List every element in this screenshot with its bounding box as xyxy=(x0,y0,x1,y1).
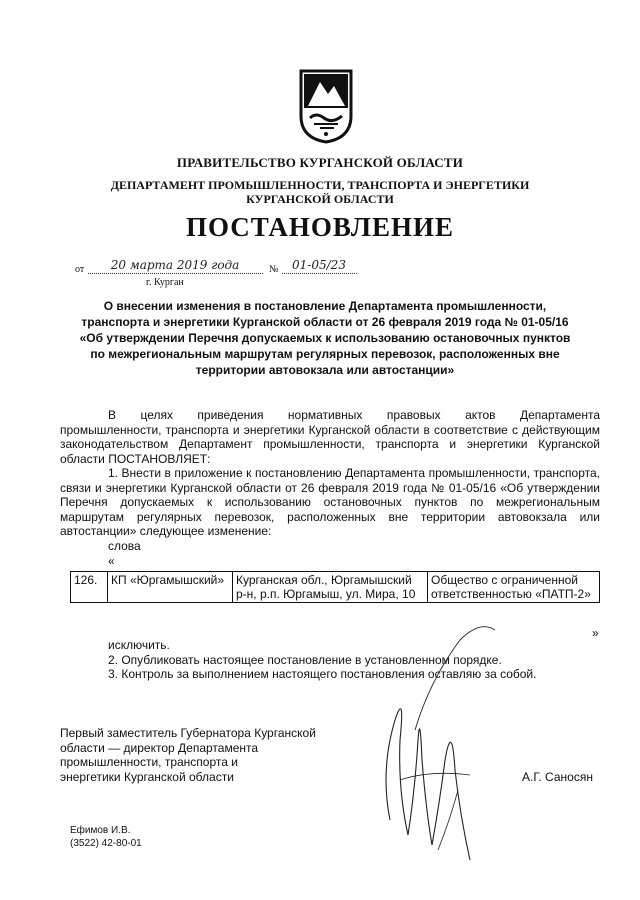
exclude-text: исключить. xyxy=(108,638,170,652)
cell-number: 126. xyxy=(71,572,108,603)
stop-point-table xyxy=(70,571,600,603)
position-line: промышленности, транспорта и xyxy=(60,755,238,769)
signatory-position xyxy=(60,726,360,784)
position-line: Первый заместитель Губернатора Курганской xyxy=(60,726,316,740)
open-quote: « xyxy=(108,554,115,568)
document-type-title: ПОСТАНОВЛЕНИЕ xyxy=(185,212,455,242)
coat-of-arms-icon xyxy=(298,68,354,144)
heading-line: территории автовокзала или автостанции» xyxy=(195,363,455,377)
heading-line: О внесении изменения в постановление Департамента промышленности, xyxy=(103,299,547,313)
preamble-first-line: В целях приведения нормативных правовых актов Департамента xyxy=(108,408,600,422)
heading-line: по межрегиональным маршрутам регулярных перевозок, расположенных вне xyxy=(90,347,560,361)
number-label: № xyxy=(269,264,279,275)
point-3-text: 3. Контроль за выполнением настоящего постановления оставляю за собой. xyxy=(108,667,537,681)
department-name-line1: ДЕПАРТАМЕНТ ПРОМЫШЛЕННОСТИ, ТРАНСПОРТА И ЭНЕРГЕТИКИ xyxy=(110,178,530,192)
executor-phone: (3522) 42-80-01 xyxy=(70,838,142,849)
point-1-paragraph: 1. Внести в приложение к постановлению Департамента промышленности, транспорта, связи и энергетики Курганской области от 26 февраля 2019 года № 01-05/16 «Об утверждении Перечня допускаемых к использованию остановочных пунктов по межрегиональным маршрутам регулярных перевозок, расположенных вне территории автовокзала или автостанции» следующее изменение: xyxy=(60,466,600,538)
heading-line: транспорта и энергетики Курганской области от 26 февраля 2019 года № 01-05/16 xyxy=(81,315,569,329)
signatory-name: А.Г. Саносян xyxy=(522,770,593,784)
department-name-line2: КУРГАНСКОЙ ОБЛАСТИ xyxy=(246,192,394,206)
date-underline xyxy=(88,273,263,274)
document-heading xyxy=(60,298,590,378)
cell-address: Курганская обл., Юргамышский р-н, р.п. Юргамыш, ул. Мира, 10 xyxy=(233,572,428,603)
preamble-rest: промышленности, транспорта и энергетики Курганской области в соответствие с действующим законодательством Департамент промышленности, транспорта и энергетики Курганской области ПОСТАНОВЛЯЕТ: xyxy=(60,422,600,466)
point-2-text: 2. Опубликовать настоящее постановление в установленном порядке. xyxy=(108,653,502,667)
number-handwritten: 01-05/23 xyxy=(292,258,346,272)
from-label: от xyxy=(75,264,85,275)
position-line: области — директор Департамента xyxy=(60,740,259,755)
table-row xyxy=(71,572,600,603)
handwritten-signature-icon xyxy=(360,620,510,880)
cell-organization: Общество с ограниченной ответственностью «ПАТП-2» xyxy=(428,572,600,603)
position-line: энергетики Курганской области xyxy=(60,769,234,784)
cell-stop-name: КП «Юргамышский» xyxy=(108,572,233,603)
city-label: г. Курган xyxy=(146,277,184,288)
date-handwritten: 20 марта 2019 года xyxy=(110,258,240,272)
government-name: ПРАВИТЕЛЬСТВО КУРГАНСКОЙ ОБЛАСТИ xyxy=(176,155,464,170)
preamble-paragraph xyxy=(60,408,600,466)
heading-line: «Об утверждении Перечня допускаемых к использованию остановочных пунктов xyxy=(79,331,571,345)
close-quote: » xyxy=(592,626,599,640)
number-underline xyxy=(282,273,357,274)
words-label: слова xyxy=(108,539,141,553)
executor-name: Ефимов И.В. xyxy=(70,825,131,836)
